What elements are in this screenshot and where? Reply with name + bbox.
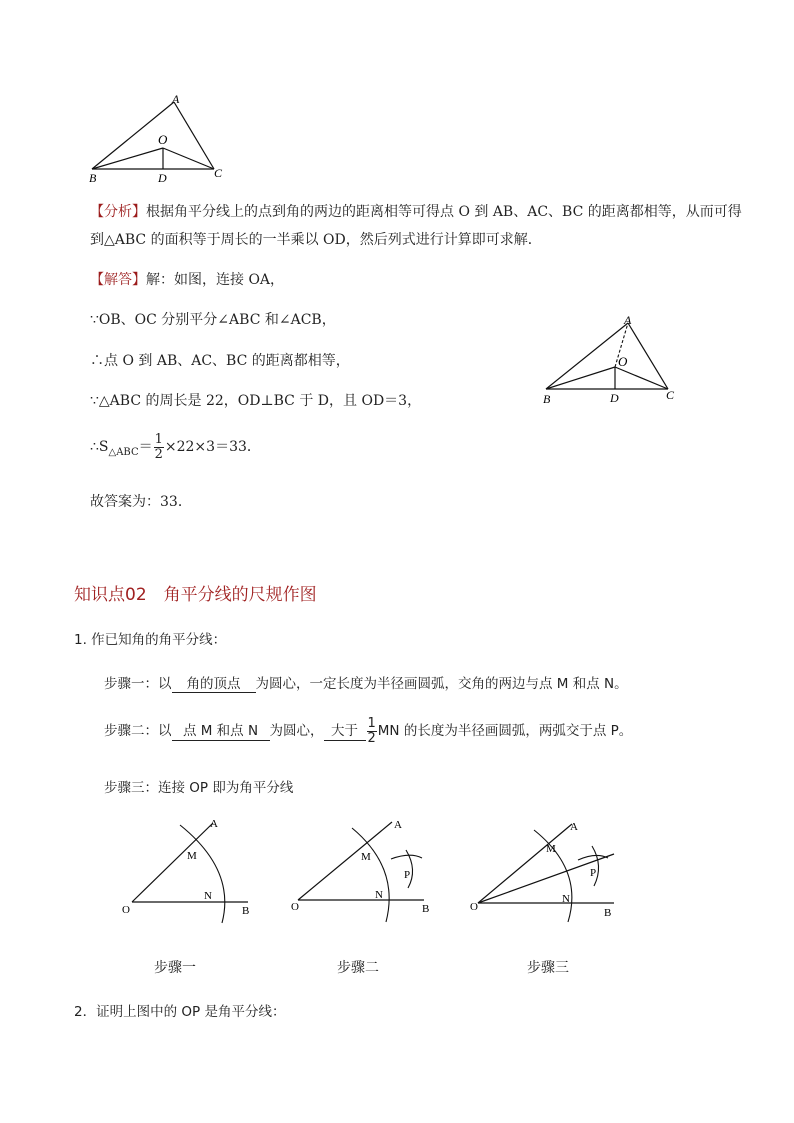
label-b-d1: B	[242, 905, 250, 917]
segment-oc	[163, 148, 214, 169]
arc-p-1	[391, 855, 422, 859]
side-ac	[174, 102, 214, 169]
solution-line-2: ∴点 O 到 AB、AC、BC 的距离都相等，	[90, 353, 350, 369]
answer-line: 故答案为：33．	[90, 494, 192, 510]
label-m-d2: M	[361, 851, 371, 863]
analysis-text-1: 根据角平分线上的点到角的两边的距离相等可得点 O 到 AB、AC、BC 的距离都相等，从而可得	[146, 204, 742, 220]
label-b: B	[89, 171, 97, 184]
solution-intro-text: 解：如图，连接 OA，	[146, 272, 285, 288]
fraction-denominator: 2	[154, 446, 163, 462]
caption-step-3: 步骤三	[527, 960, 569, 976]
label-c: C	[214, 166, 223, 180]
solution-line-3: ∵△ABC 的周长是 22，OD⊥BC 于 D，且 OD＝3，	[90, 393, 422, 409]
label-o-d2: O	[291, 901, 299, 913]
item-1-title: 1. 作已知角的角平分线：	[74, 632, 227, 648]
step-2-blank-1: 点 M 和点 N	[172, 722, 270, 741]
label-o-d3: O	[470, 901, 478, 913]
label-d-2: D	[610, 391, 619, 405]
label-b-d3: B	[604, 907, 612, 919]
label-b-d2: B	[422, 903, 430, 915]
step-2-mid: 为圆心，	[269, 723, 324, 739]
label-a-d2: A	[394, 819, 402, 831]
segment-ob	[92, 148, 163, 169]
arc-p-3b	[592, 846, 599, 886]
arc-mn-2	[352, 828, 389, 922]
ray-oa-3	[478, 824, 572, 903]
triangle-figure-right	[538, 312, 688, 408]
label-o-d1: O	[122, 904, 130, 916]
area-symbol: ∴S	[90, 439, 109, 455]
label-a-d3: A	[570, 821, 578, 833]
step-3-text: 步骤三：连接 OP 即为角平分线	[104, 780, 294, 796]
step-1-pre: 步骤一：以	[104, 676, 172, 692]
label-n-d3: N	[562, 893, 570, 905]
ray-oa	[132, 823, 213, 902]
label-a-d1: A	[210, 818, 218, 830]
solution-tag: 【解答】	[90, 272, 146, 288]
step-2-blank-2: 大于	[324, 722, 366, 741]
segment-ob-2	[546, 367, 615, 389]
analysis-tag: 【分析】	[90, 204, 146, 220]
solution-line-1: ∵OB、OC 分别平分∠ABC 和∠ACB，	[90, 312, 336, 328]
label-n-d1: N	[204, 890, 212, 902]
label-m-d1: M	[187, 850, 197, 862]
label-o-2: O	[618, 354, 628, 369]
arc-mn	[180, 825, 225, 923]
fraction-numerator: 1	[154, 431, 163, 447]
label-c-2: C	[666, 388, 675, 402]
step-1-post: 为圆心，一定长度为半径画圆弧，交角的两边与点 M 和点 N。	[255, 676, 628, 692]
solution-line-4	[90, 432, 261, 468]
step-1-blank: 角的顶点	[172, 672, 256, 693]
label-a: A	[172, 92, 180, 106]
side-ba-2	[546, 323, 628, 389]
diagram-step-2	[288, 812, 448, 924]
label-m-d3: M	[546, 843, 556, 855]
label-o: O	[158, 132, 168, 147]
diagram-step-1	[118, 815, 263, 925]
item-2-title: 2．证明上图中的 OP 是角平分线：	[74, 1004, 286, 1020]
label-d: D	[158, 171, 167, 184]
equals-sign: ＝	[138, 439, 153, 455]
step-2-text	[104, 713, 632, 749]
step-2-numerator: 1	[367, 715, 376, 731]
step-2-post: MN 的长度为半径画圆弧，两弧交于点 P。	[377, 723, 633, 739]
step-2-pre: 步骤二：以	[104, 723, 172, 739]
label-n-d2: N	[375, 889, 383, 901]
area-subscript: △ABC	[108, 446, 139, 458]
label-p-d2: P	[404, 869, 411, 881]
analysis-line-1	[90, 202, 742, 222]
section-title: 知识点02 角平分线的尺规作图	[74, 585, 317, 605]
segment-oc-2	[615, 367, 668, 389]
step-1-text	[104, 672, 628, 693]
fraction-half	[154, 433, 164, 462]
caption-step-1: 步骤一	[154, 960, 196, 976]
label-b-2: B	[543, 392, 551, 406]
solution-intro	[90, 270, 284, 290]
side-ac-2	[628, 323, 668, 389]
diagram-step-3	[466, 812, 626, 924]
calc-rest: ×22×3＝33．	[164, 439, 261, 455]
caption-step-2: 步骤二	[337, 960, 379, 976]
step-2-fraction	[367, 717, 377, 746]
step-2-denominator: 2	[367, 730, 376, 746]
label-a-2: A	[624, 313, 632, 327]
triangle-figure-top	[84, 92, 234, 184]
analysis-line-2: 到△ABC 的面积等于周长的一半乘以 OD，然后列式进行计算即可求解．	[90, 232, 542, 248]
label-p-d3: P	[590, 867, 597, 879]
